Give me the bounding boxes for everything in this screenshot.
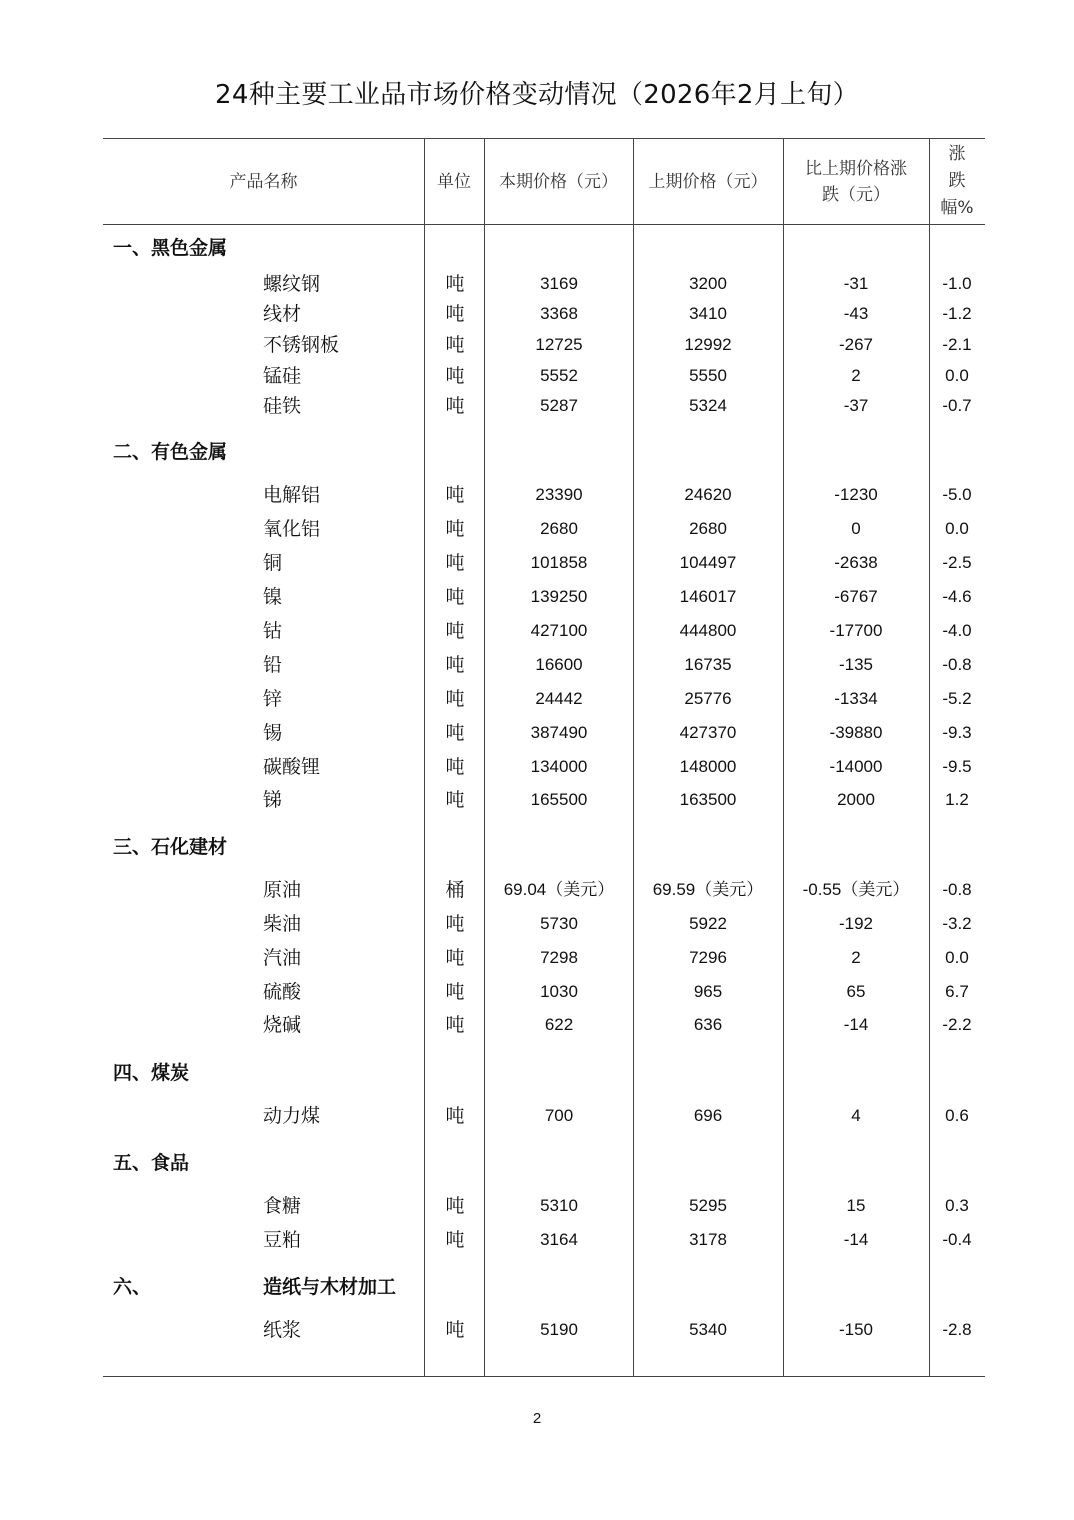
unit: 吨 — [445, 552, 465, 574]
product-name: 锡 — [263, 722, 283, 744]
product-name: 纸浆 — [263, 1319, 302, 1341]
product-name: 锰硅 — [263, 365, 302, 387]
current-price: 69.04（美元） — [503, 880, 615, 899]
change-percent: -5.0 — [942, 485, 972, 504]
previous-price: 24620 — [684, 485, 732, 504]
price-change: -267 — [838, 335, 874, 354]
table-row — [103, 785, 985, 815]
category-paper-wood: 造纸与木材加工 — [263, 1276, 397, 1298]
unit: 吨 — [445, 334, 465, 356]
unit: 吨 — [445, 981, 465, 1003]
previous-price: 5550 — [689, 366, 727, 385]
product-name: 氧化铝 — [263, 518, 321, 540]
price-change: 65 — [846, 982, 866, 1001]
price-change: -14 — [843, 1015, 869, 1034]
unit: 吨 — [445, 484, 465, 506]
unit: 吨 — [445, 688, 465, 710]
product-name: 锌 — [263, 688, 283, 710]
price-change: -192 — [838, 914, 874, 933]
change-percent: -3.2 — [942, 914, 972, 933]
header-change-percent — [929, 139, 985, 224]
price-table — [103, 138, 985, 1377]
product-name: 不锈钢板 — [263, 334, 340, 356]
previous-price: 25776 — [684, 689, 732, 708]
table-row — [103, 1101, 985, 1131]
table-row — [103, 1225, 985, 1255]
header-divider — [103, 224, 985, 225]
header-previous-price: 上期价格（元） — [648, 171, 768, 192]
product-name: 柴油 — [263, 913, 302, 935]
change-percent: -4.0 — [942, 621, 972, 640]
table-row — [103, 1315, 985, 1345]
unit: 吨 — [445, 395, 465, 417]
change-percent: 0.0 — [945, 366, 969, 385]
table-row — [103, 943, 985, 973]
current-price: 165500 — [530, 790, 588, 809]
table-row — [103, 909, 985, 939]
change-percent: -1.0 — [942, 274, 972, 293]
change-percent: -0.8 — [942, 655, 972, 674]
unit: 吨 — [445, 1105, 465, 1127]
current-price: 7298 — [540, 948, 578, 967]
product-name: 锑 — [263, 789, 283, 811]
current-price: 1030 — [540, 982, 578, 1001]
document-title: 24种主要工业品市场价格变动情况（2026年2月上旬） — [215, 80, 859, 110]
current-price: 5287 — [540, 396, 578, 415]
previous-price: 2680 — [689, 519, 727, 538]
category-coal: 四、煤炭 — [113, 1062, 190, 1084]
change-percent: -9.3 — [942, 723, 972, 742]
header-pct-line1: 涨 — [948, 144, 966, 164]
category-paper-prefix: 六、 — [113, 1276, 152, 1298]
category-food: 五、食品 — [113, 1152, 190, 1174]
table-row — [103, 616, 985, 646]
current-price: 5190 — [540, 1320, 578, 1339]
table-row — [103, 1191, 985, 1221]
product-name: 碳酸锂 — [263, 756, 321, 778]
previous-price: 16735 — [684, 655, 732, 674]
change-percent: 1.2 — [945, 790, 969, 809]
product-name: 钴 — [263, 620, 283, 642]
previous-price: 5295 — [689, 1196, 727, 1215]
change-percent: -0.8 — [942, 880, 972, 899]
product-name: 铅 — [263, 654, 283, 676]
current-price: 5310 — [540, 1196, 578, 1215]
current-price: 101858 — [530, 553, 588, 572]
previous-price: 5324 — [689, 396, 727, 415]
table-row — [103, 330, 985, 360]
price-change: -17700 — [829, 621, 883, 640]
price-change: -39880 — [829, 723, 883, 742]
header-product-name: 产品名称 — [229, 171, 298, 192]
current-price: 427100 — [530, 621, 588, 640]
price-change: 0 — [851, 519, 861, 538]
header-current-price: 本期价格（元） — [499, 171, 618, 192]
change-percent: -2.5 — [942, 553, 972, 572]
current-price: 134000 — [530, 757, 588, 776]
table-row — [103, 977, 985, 1007]
current-price: 12725 — [535, 335, 583, 354]
product-name: 硫酸 — [263, 981, 302, 1003]
category-nonferrous-metals: 二、有色金属 — [113, 441, 228, 463]
previous-price: 148000 — [679, 757, 737, 776]
previous-price: 3200 — [689, 274, 727, 293]
unit: 吨 — [445, 620, 465, 642]
current-price: 2680 — [540, 519, 578, 538]
unit: 吨 — [445, 586, 465, 608]
previous-price: 427370 — [679, 723, 737, 742]
change-percent: 0.0 — [945, 519, 969, 538]
current-price: 16600 — [535, 655, 583, 674]
change-percent: 6.7 — [945, 982, 969, 1001]
price-change: -135 — [838, 655, 874, 674]
product-name: 螺纹钢 — [263, 273, 321, 295]
product-name: 原油 — [263, 879, 302, 901]
current-price: 3368 — [540, 304, 578, 323]
table-row — [103, 875, 985, 905]
unit: 吨 — [445, 1229, 465, 1251]
table-row — [103, 650, 985, 680]
table-row — [103, 391, 985, 421]
product-name: 动力煤 — [263, 1105, 321, 1127]
price-change: -6767 — [834, 587, 878, 606]
product-name: 烧碱 — [263, 1014, 302, 1036]
table-row — [103, 361, 985, 391]
product-name: 线材 — [263, 303, 302, 325]
table-row — [103, 480, 985, 510]
product-name: 电解铝 — [263, 484, 321, 506]
price-change: -0.55（美元） — [802, 880, 910, 899]
change-percent: 0.3 — [945, 1196, 969, 1215]
price-change: -14 — [843, 1230, 869, 1249]
previous-price: 7296 — [689, 948, 727, 967]
previous-price: 5922 — [689, 914, 727, 933]
category-petrochem-building: 三、石化建材 — [113, 836, 228, 858]
product-name: 汽油 — [263, 947, 302, 969]
current-price: 139250 — [530, 587, 588, 606]
unit: 吨 — [445, 654, 465, 676]
table-row — [103, 514, 985, 544]
unit: 吨 — [445, 913, 465, 935]
change-percent: 0.0 — [945, 948, 969, 967]
price-change: -37 — [843, 396, 869, 415]
header-pct-line2: 跌 — [948, 171, 966, 191]
change-percent: -2.2 — [942, 1015, 972, 1034]
price-change: -14000 — [829, 757, 883, 776]
price-change: -31 — [843, 274, 869, 293]
current-price: 622 — [544, 1015, 574, 1034]
unit: 吨 — [445, 722, 465, 744]
previous-price: 69.59（美元） — [652, 880, 764, 899]
unit: 吨 — [445, 947, 465, 969]
current-price: 3164 — [540, 1230, 578, 1249]
previous-price: 965 — [693, 982, 723, 1001]
change-percent: -5.2 — [942, 689, 972, 708]
header-price-change-line2: 跌（元） — [822, 184, 890, 205]
header-price-change — [783, 139, 929, 224]
previous-price: 3410 — [689, 304, 727, 323]
previous-price: 12992 — [684, 335, 732, 354]
previous-price: 146017 — [679, 587, 737, 606]
price-change: -1334 — [834, 689, 878, 708]
unit: 吨 — [445, 1195, 465, 1217]
price-change: 15 — [846, 1196, 866, 1215]
unit: 吨 — [445, 1319, 465, 1341]
table-row — [103, 684, 985, 714]
unit: 吨 — [445, 518, 465, 540]
change-percent: -4.6 — [942, 587, 972, 606]
table-row — [103, 269, 985, 299]
table-row — [103, 1010, 985, 1040]
table-row — [103, 582, 985, 612]
unit: 吨 — [445, 365, 465, 387]
price-change: 2 — [851, 948, 861, 967]
previous-price: 696 — [693, 1106, 723, 1125]
change-percent: -1.2 — [942, 304, 972, 323]
change-percent: 0.6 — [945, 1106, 969, 1125]
current-price: 3169 — [540, 274, 578, 293]
price-change: -2638 — [834, 553, 878, 572]
unit: 吨 — [445, 756, 465, 778]
unit: 吨 — [445, 303, 465, 325]
previous-price: 444800 — [679, 621, 737, 640]
current-price: 387490 — [530, 723, 588, 742]
current-price: 24442 — [535, 689, 583, 708]
current-price: 5730 — [540, 914, 578, 933]
price-change: 2000 — [837, 790, 875, 809]
unit: 吨 — [445, 273, 465, 295]
price-change: 4 — [851, 1106, 861, 1125]
product-name: 硅铁 — [263, 395, 302, 417]
product-name: 铜 — [263, 552, 283, 574]
unit: 吨 — [445, 1014, 465, 1036]
previous-price: 163500 — [679, 790, 737, 809]
current-price: 5552 — [540, 366, 578, 385]
product-name: 镍 — [263, 586, 283, 608]
header-unit: 单位 — [437, 171, 471, 192]
current-price: 700 — [544, 1106, 574, 1125]
product-name: 食糖 — [263, 1195, 302, 1217]
change-percent: -0.7 — [942, 396, 972, 415]
previous-price: 5340 — [689, 1320, 727, 1339]
change-percent: -2.1 — [942, 335, 972, 354]
unit: 桶 — [445, 879, 465, 901]
product-name: 豆粕 — [263, 1229, 302, 1251]
change-percent: -0.4 — [942, 1230, 972, 1249]
table-row — [103, 752, 985, 782]
category-ferrous-metals: 一、黑色金属 — [113, 237, 228, 259]
unit: 吨 — [445, 789, 465, 811]
previous-price: 636 — [693, 1015, 723, 1034]
previous-price: 104497 — [679, 553, 737, 572]
header-price-change-line1: 比上期价格涨 — [805, 158, 907, 179]
change-percent: -9.5 — [942, 757, 972, 776]
current-price: 23390 — [535, 485, 583, 504]
table-row — [103, 299, 985, 329]
table-row — [103, 718, 985, 748]
price-change: -43 — [843, 304, 869, 323]
header-pct-line3: 幅% — [940, 198, 974, 218]
page-number: 2 — [532, 1410, 542, 1427]
table-row — [103, 548, 985, 578]
change-percent: -2.8 — [942, 1320, 972, 1339]
price-change: 2 — [851, 366, 861, 385]
previous-price: 3178 — [689, 1230, 727, 1249]
price-change: -150 — [838, 1320, 874, 1339]
price-change: -1230 — [834, 485, 878, 504]
